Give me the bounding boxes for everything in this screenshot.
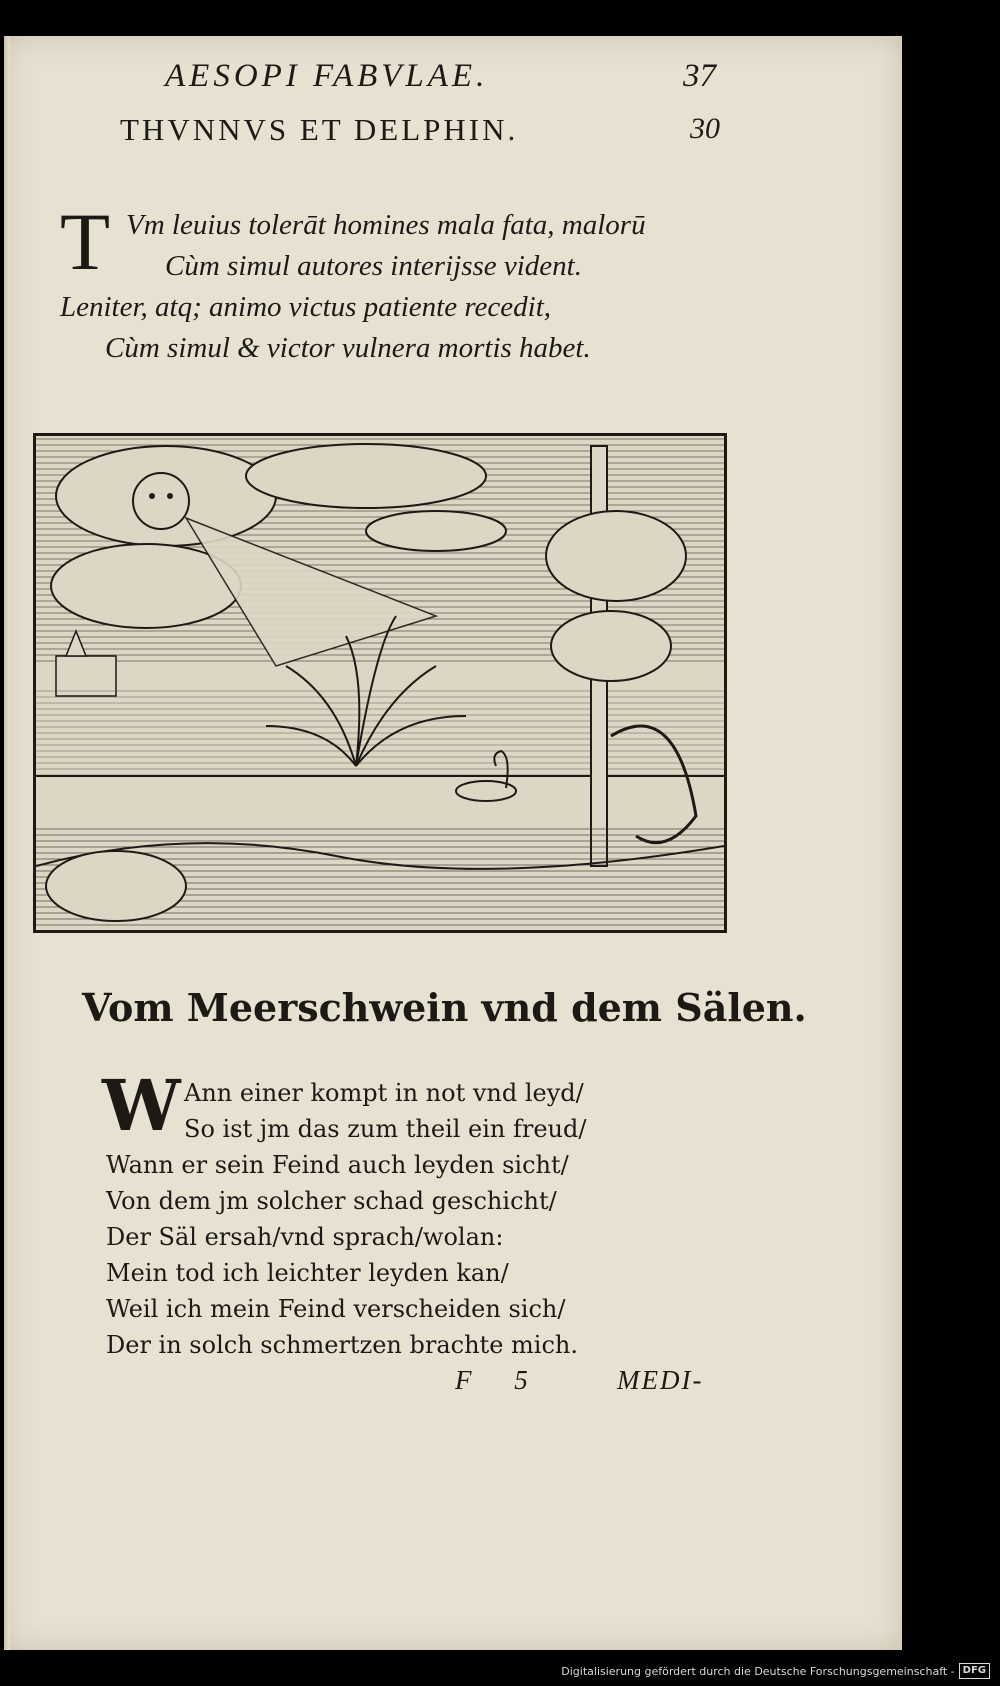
german-drop-capital: W xyxy=(102,1064,181,1147)
latin-line: Cùm simul & victor vulnera mortis habet. xyxy=(105,332,591,364)
german-line: Weil ich mein Feind verscheiden sich/ xyxy=(106,1295,566,1323)
latin-line: Leniter, atq; animo victus patiente recedit, xyxy=(60,291,552,323)
fable-number: 30 xyxy=(690,112,720,145)
german-line: Ann einer kompt in not vnd leyd/ xyxy=(184,1079,584,1107)
digitization-credit xyxy=(561,1663,990,1679)
page-gutter xyxy=(4,36,10,1650)
signature-mark: F 5 xyxy=(455,1365,528,1395)
german-fable-title: Vom Meerschwein vnd dem Sälen. xyxy=(82,985,807,1030)
dfg-logo-icon[interactable]: DFG xyxy=(959,1663,990,1679)
woodcut-illustration xyxy=(33,433,727,933)
page-number: 37 xyxy=(683,58,716,94)
german-line: Mein tod ich leichter leyden kan/ xyxy=(106,1259,509,1287)
credit-text: Digitalisierung gefördert durch die Deutsche Forschungsgemeinschaft - xyxy=(561,1664,955,1678)
latin-line: Cùm simul autores interijsse vident. xyxy=(165,250,582,282)
german-line: Von dem jm solcher schad geschicht/ xyxy=(106,1187,557,1215)
german-line: Der Säl ersah/vnd sprach/wolan: xyxy=(106,1223,504,1251)
latin-drop-capital: T xyxy=(60,196,111,287)
running-head: AESOPI FABVLAE. xyxy=(165,58,489,94)
catchword: MEDI- xyxy=(617,1365,704,1395)
german-line: Der in solch schmertzen brachte mich. xyxy=(106,1331,578,1359)
woodcut-scene-icon xyxy=(36,436,724,930)
german-verse xyxy=(106,1075,726,1363)
german-line: So ist jm das zum theil ein freud/ xyxy=(184,1115,587,1143)
fable-title: THVNNVS ET DELPHIN. xyxy=(120,112,519,147)
latin-verse xyxy=(60,205,760,369)
german-line: Wann er sein Feind auch leyden sicht/ xyxy=(106,1151,569,1179)
latin-line: Vm leuius tolerāt homines mala fata, malorū xyxy=(126,209,646,241)
